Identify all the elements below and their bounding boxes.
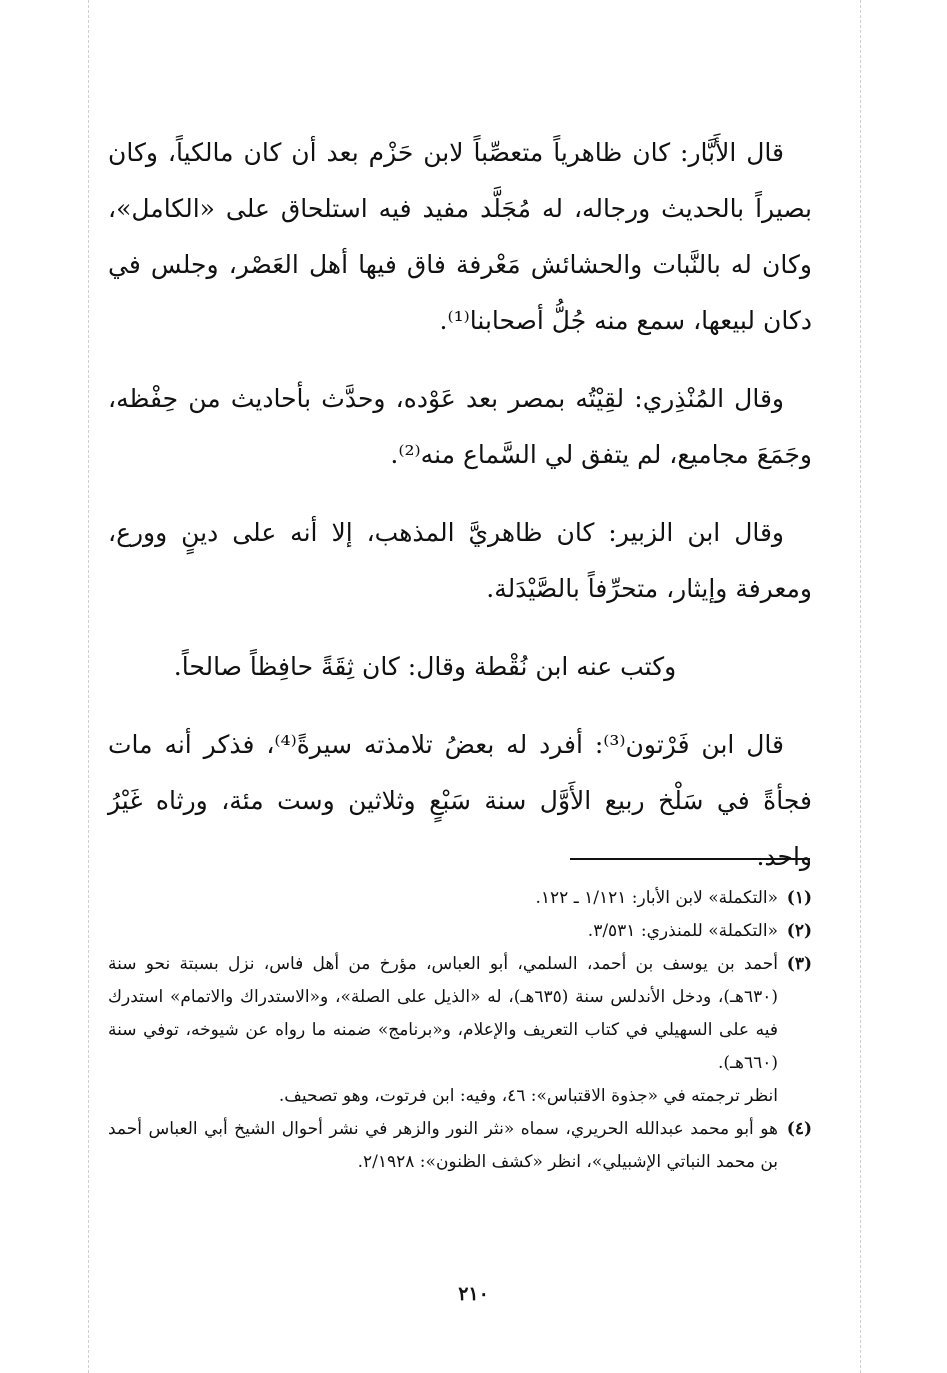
footnote-body: أحمد بن يوسف بن أحمد، السلمي، أبو العباس، مؤرخ من أهل فاس، نزل بسبتة نحو سنة (٦٣٠هـ)، ودخل الأندلس سنة (٦٣٥هـ)، له «الذيل على الصلة»، و«الاستدراك والاتمام» استدرك فيه على السهيلي في كتاب التعريف والإعلام، و«برنامج» ضمنه ما رواه عن شيوخه، توفي سنة (٦٦٠هـ). [108, 954, 778, 1073]
footnote [108, 882, 812, 915]
footnote-text: «التكملة» لابن الأبار: ١/١٢١ ـ ١٢٢. [535, 888, 778, 908]
footnote-number: (٤) [786, 1119, 812, 1139]
footnote-text: «التكملة» للمنذري: ٣/٥٣١. [587, 921, 778, 941]
scan-edge-right [860, 0, 861, 1373]
footnotes [108, 882, 812, 1179]
paragraph-abbar: قال الأَبَّار: كان ظاهرياً متعصِّباً لابن حَزْم بعد أن كان مالكياً، وكان بصيراً بالحديث ورجاله، له مُجَلَّد مفيد فيه استلحاق على «الكامل»، وكان له بالنَّبات والحشائش مَعْرفة فاق فيها أهل العَصْر، وجلس في دكان لبيعها، سمع منه جُلُّ أصحابنا⁽¹⁾. [108, 138, 812, 335]
footnote-number: (٢) [786, 921, 812, 941]
footnote [108, 948, 812, 1113]
footnote-divider [570, 858, 810, 860]
footnote-text: هو أبو محمد عبدالله الحريري، سماه «نثر النور والزهر في نشر أحوال الشيخ أبي العباس أحمد بن محمد النباتي الإشبيلي»، انظر «كشف الظنون»: ٢/١٩٢٨. [108, 1119, 778, 1172]
paragraph-ibn-zubayr: وقال ابن الزبير: كان ظاهريَّ المذهب، إلا أنه على دينٍ وورع، ومعرفة وإيثار، متحرِّفاً بالصَّيْدَلة. [108, 518, 812, 603]
footnote-number: (٣) [786, 954, 812, 974]
paragraph-ibn-fartun: قال ابن فَرْتون⁽³⁾: أفرد له بعضُ تلامذته سيرةً⁽⁴⁾، فذكر أنه مات فجأةً في سَلْخ ربيع الأَوَّل سنة سَبْعٍ وثلاثين وست مئة، ورثاه غَيْرُ واحد. [108, 730, 812, 871]
paragraph-ibn-nuqta: وكتب عنه ابن نُقْطة وقال: كان ثِقَةً حافِظاً صالحاً. [173, 652, 677, 681]
scan-edge-left [88, 0, 89, 1373]
main-text [108, 125, 812, 907]
page-number: ٢١٠ [458, 1283, 489, 1305]
footnote-subnote: انظر ترجمته في «جذوة الاقتباس»: ٤٦، وفيه: ابن فرتوت، وهو تصحيف. [278, 1086, 778, 1106]
footnote-number: (١) [786, 888, 812, 908]
footnote [108, 915, 812, 948]
footnote-text [108, 948, 778, 1113]
paragraph-mundhiri: وقال المُنْذِري: لقِيْتُه بمصر بعد عَوْده، وحدَّث بأحاديث من حِفْظه، وجَمَعَ مجاميع، لم يتفق لي السَّماع منه⁽²⁾. [108, 384, 812, 469]
footnote [108, 1113, 812, 1179]
